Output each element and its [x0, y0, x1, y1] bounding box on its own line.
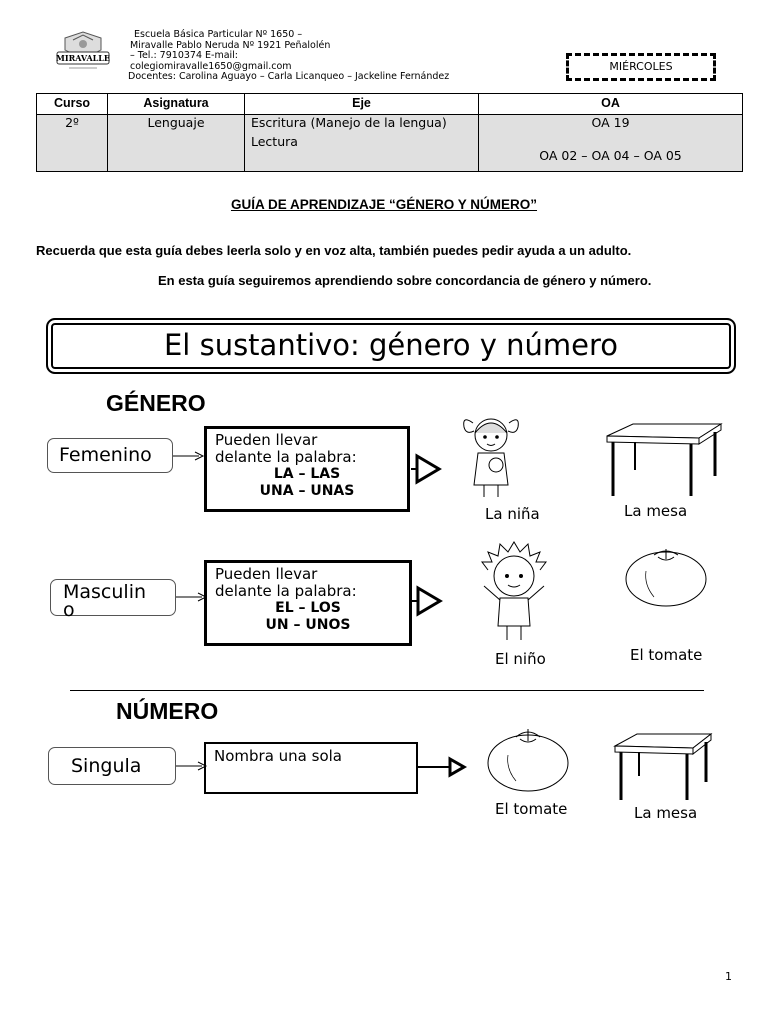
numero-heading: NÚMERO: [116, 698, 219, 724]
tomato-icon: [486, 725, 570, 793]
table-icon: [611, 730, 715, 804]
cell-curso: 2º: [37, 115, 108, 172]
triangle-arrow-icon: [418, 756, 468, 778]
guide-title: GUÍA DE APRENDIZAJE “GÉNERO Y NÚMERO”: [230, 197, 538, 212]
tomato-icon: [624, 545, 708, 607]
triangle-arrow-icon: [411, 452, 443, 488]
masculino-label-text: Masculin: [63, 581, 147, 603]
singular-label: Singula: [48, 747, 176, 785]
articles-text: EL – LOS: [275, 600, 341, 616]
logo-text: MIRAVALLE: [55, 53, 111, 63]
section-divider: [70, 690, 704, 691]
oa-lectura: OA 02 – OA 04 – OA 05: [539, 148, 682, 163]
topic-banner: [46, 318, 736, 374]
articles-text: UNA – UNAS: [259, 483, 355, 499]
rule-text: delante la palabra:: [215, 582, 357, 600]
rule-text: delante la palabra:: [215, 448, 357, 466]
genero-heading: GÉNERO: [106, 390, 206, 416]
masculino-label: [50, 579, 176, 621]
caption-la-mesa-2: La mesa: [634, 804, 698, 822]
header-eje: Eje: [245, 94, 479, 115]
triangle-arrow-icon: [412, 584, 444, 620]
page-number: 1: [725, 970, 732, 983]
femenino-label: Femenino: [47, 438, 173, 473]
header-oa: OA: [479, 94, 743, 115]
eje-lectura: Lectura: [251, 134, 298, 149]
boy-icon: [474, 540, 554, 644]
header-asignatura: Asignatura: [108, 94, 245, 115]
course-info-table: [36, 93, 743, 172]
articles-text: UN – UNOS: [265, 617, 351, 633]
rule-text: Pueden llevar: [215, 565, 318, 583]
caption-el-tomate-2: El tomate: [495, 800, 568, 818]
articles-text: LA – LAS: [273, 466, 341, 482]
masculino-label-text: o: [63, 599, 75, 621]
rule-text: Pueden llevar: [215, 431, 318, 449]
masculino-rule-box: [204, 560, 412, 646]
cell-asignatura: Lenguaje: [108, 115, 245, 172]
header-curso: Curso: [37, 94, 108, 115]
eje-escritura: Escritura (Manejo de la lengua): [251, 115, 447, 130]
table-icon: [603, 420, 725, 500]
girl-icon: [458, 405, 524, 501]
cell-eje: [245, 115, 479, 172]
instruction-text: Recuerda que esta guía debes leerla solo y en voz alta, también puedes pedir ayuda a un adulto.: [36, 243, 632, 258]
school-line: – Tel.: 7910374 E-mail:: [130, 50, 238, 61]
instruction-text-2: En esta guía seguiremos aprendiendo sobre concordancia de género y número.: [158, 273, 652, 288]
caption-la-mesa: La mesa: [624, 502, 688, 520]
banner-title: El sustantivo: género y número: [163, 328, 619, 362]
caption-el-tomate: El tomate: [630, 646, 703, 664]
caption-la-nina: La niña: [485, 505, 540, 523]
school-info: [130, 30, 470, 83]
school-logo: [55, 30, 111, 78]
arrow-icon: [173, 448, 205, 464]
teachers-line: Docentes: Carolina Aguayo – Carla Licanqueo – Jackeline Fernández: [128, 71, 450, 82]
femenino-rule-box: [204, 426, 410, 512]
caption-el-nino: El niño: [495, 650, 546, 668]
school-line: Miravalle Pablo Neruda Nº 1921 Peñalolén: [130, 39, 331, 51]
day-box: MIÉRCOLES: [566, 53, 716, 81]
cell-oa: [479, 115, 743, 172]
school-line: Escuela Básica Particular Nº 1650 –: [134, 29, 303, 40]
singular-rule-box: Nombra una sola: [204, 742, 418, 794]
school-line: colegiomiravalle1650@gmail.com: [130, 60, 292, 72]
oa-escritura: OA 19: [591, 115, 630, 130]
